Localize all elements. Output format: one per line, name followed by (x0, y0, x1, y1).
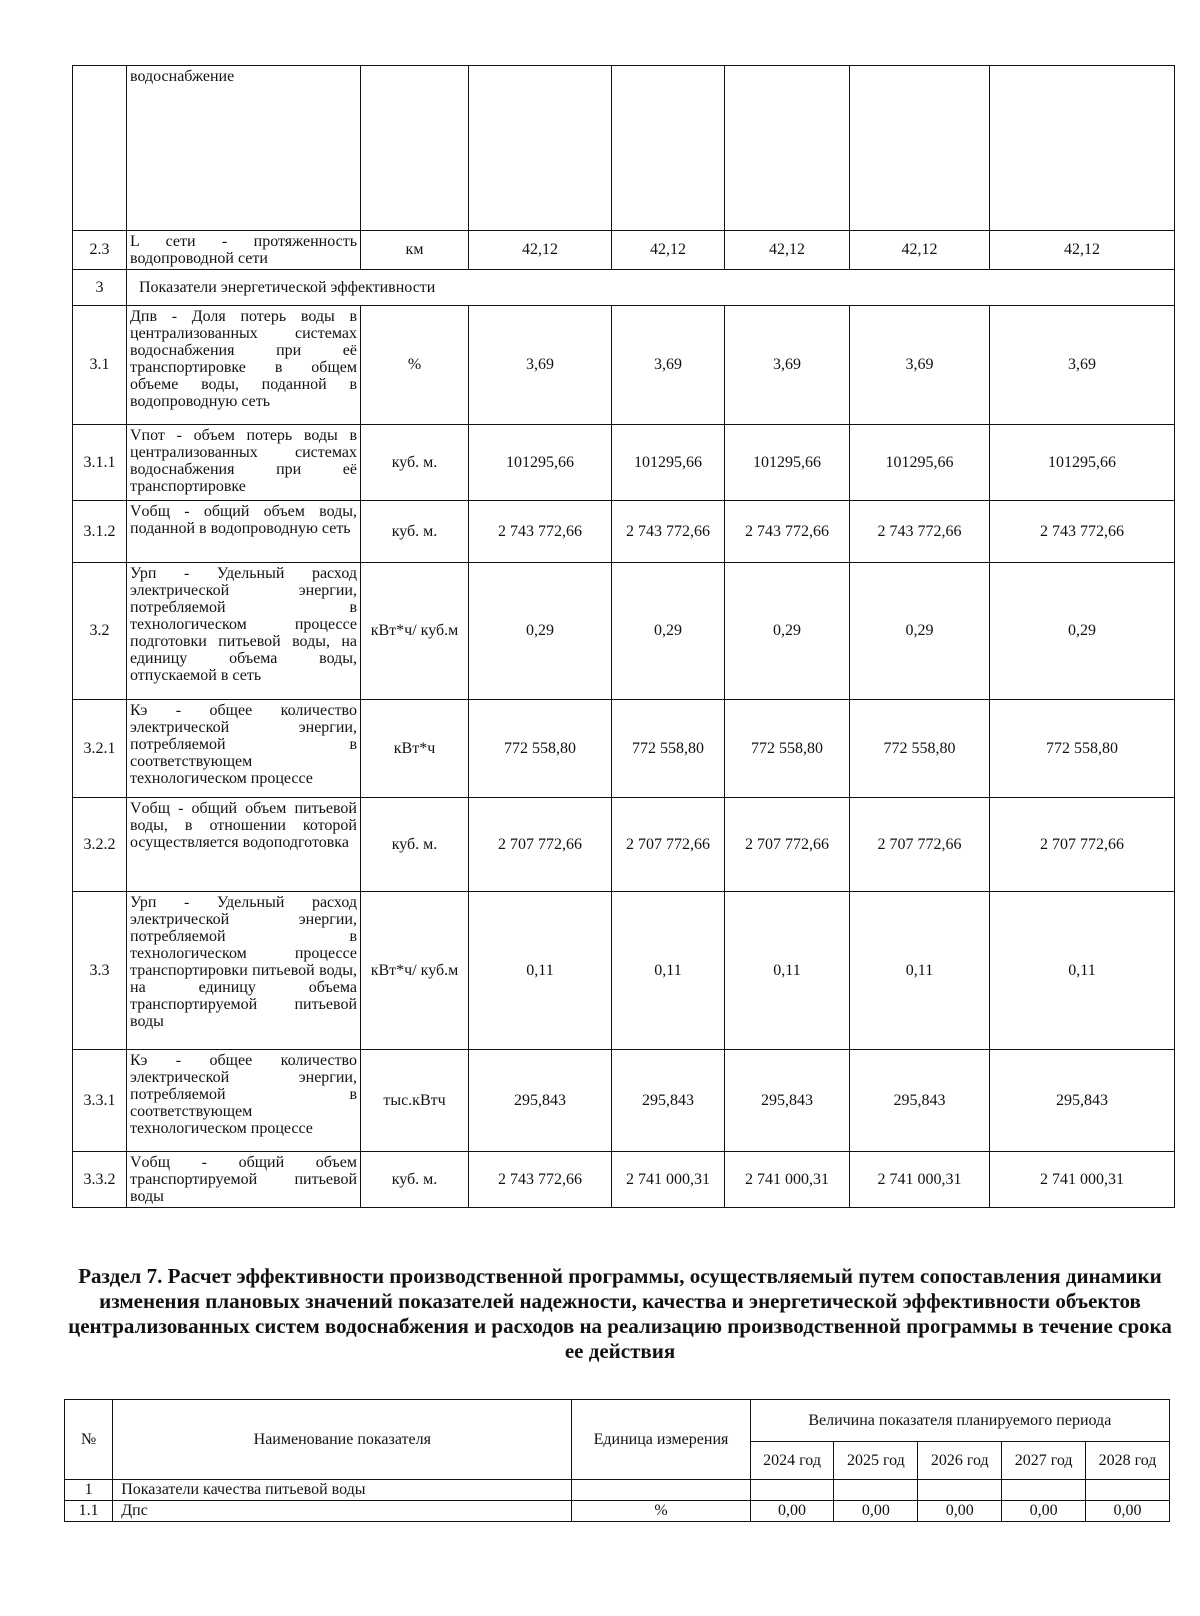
table-row (65, 1501, 1170, 1522)
indicator-name: Дпв - Доля потерь воды в централизованных системах водоснабжения при её транспортировке в общем объеме воды, поданной в водопроводную сеть (127, 306, 361, 425)
table-row (73, 563, 1175, 700)
value-cell: 295,843 (850, 1050, 990, 1152)
value-cell: 0,00 (918, 1501, 1002, 1522)
header-year: 2028 год (1086, 1442, 1170, 1480)
indicator-name: L сети - протяженность водопроводной сети (127, 231, 361, 270)
row-number: 2.3 (73, 231, 127, 270)
value-cell: 3,69 (469, 306, 612, 425)
value-cell: 0,00 (750, 1501, 834, 1522)
value-cell (1086, 1480, 1170, 1501)
indicator-name: водоснабжение (127, 66, 361, 231)
row-number: 3.2.1 (73, 700, 127, 798)
value-cell: 0,11 (469, 892, 612, 1050)
value-cell: 42,12 (850, 231, 990, 270)
value-cell: 101295,66 (469, 425, 612, 501)
header-year: 2025 год (834, 1442, 918, 1480)
indicator-name: Vпот - объем потерь воды в централизованных системах водоснабжения при её транспортировке (127, 425, 361, 501)
value-cell: 42,12 (469, 231, 612, 270)
table-row (73, 306, 1175, 425)
indicator-name: Vобщ - общий объем питьевой воды, в отношении которой осуществляется водоподготовка (127, 798, 361, 892)
table-row (73, 1152, 1175, 1208)
table-row (73, 270, 1175, 306)
table-row (73, 66, 1175, 231)
value-cell: 295,843 (990, 1050, 1175, 1152)
indicator-name: Кэ - общее количество электрической энергии, потребляемой в соответствующем технологическом процессе (127, 1050, 361, 1152)
unit-cell: кВт*ч/ куб.м (361, 563, 469, 700)
value-cell: 2 743 772,66 (612, 501, 725, 563)
indicator-name: Vобщ - общий объем воды, поданной в водопроводную сеть (127, 501, 361, 563)
empty-cell (850, 66, 990, 231)
unit-cell: тыс.кВтч (361, 1050, 469, 1152)
value-cell: 772 558,80 (990, 700, 1175, 798)
value-cell: 0,29 (990, 563, 1175, 700)
value-cell: 3,69 (990, 306, 1175, 425)
row-number: 3.2 (73, 563, 127, 700)
value-cell: 101295,66 (725, 425, 850, 501)
indicator-name: Показатели качества питьевой воды (113, 1480, 572, 1501)
row-number: 3.3 (73, 892, 127, 1050)
section-heading: Показатели энергетической эффективности (127, 270, 1175, 306)
value-cell: 772 558,80 (469, 700, 612, 798)
unit-cell: км (361, 231, 469, 270)
value-cell: 2 707 772,66 (612, 798, 725, 892)
value-cell: 2 707 772,66 (990, 798, 1175, 892)
indicator-name: Vобщ - общий объем транспортируемой питьевой воды (127, 1152, 361, 1208)
unit-cell (572, 1480, 750, 1501)
row-number: 3.3.1 (73, 1050, 127, 1152)
value-cell: 2 707 772,66 (850, 798, 990, 892)
empty-cell (361, 66, 469, 231)
value-cell: 0,11 (990, 892, 1175, 1050)
table-row (73, 501, 1175, 563)
header-unit: Единица измерения (572, 1400, 750, 1480)
empty-cell (990, 66, 1175, 231)
value-cell: 42,12 (725, 231, 850, 270)
value-cell: 2 741 000,31 (850, 1152, 990, 1208)
empty-cell (612, 66, 725, 231)
indicators-table (72, 65, 1175, 1208)
table-row (65, 1480, 1170, 1501)
section-7-title: Раздел 7. Расчет эффективности производственной программы, осуществляемый путем сопоставления динамики изменения плановых значений показателей надежности, качества и энергетической эффективности объектов централизованных систем водоснабжения и расходов на реализацию производственной программы в течение срока ее действия (68, 1264, 1172, 1363)
row-number: 3.3.2 (73, 1152, 127, 1208)
value-cell: 101295,66 (612, 425, 725, 501)
value-cell (750, 1480, 834, 1501)
value-cell: 0,11 (850, 892, 990, 1050)
header-name: Наименование показателя (113, 1400, 572, 1480)
value-cell: 295,843 (469, 1050, 612, 1152)
value-cell: 42,12 (990, 231, 1175, 270)
value-cell: 0,29 (850, 563, 990, 700)
indicator-name: Кэ - общее количество электрической энергии, потребляемой в соответствующем технологическом процессе (127, 700, 361, 798)
unit-cell: % (572, 1501, 750, 1522)
value-cell (918, 1480, 1002, 1501)
value-cell: 772 558,80 (725, 700, 850, 798)
header-period: Величина показателя планируемого периода (750, 1400, 1169, 1442)
empty-cell (725, 66, 850, 231)
table-row (73, 425, 1175, 501)
value-cell: 2 743 772,66 (725, 501, 850, 563)
header-num: № (65, 1400, 113, 1480)
row-number: 3 (73, 270, 127, 306)
value-cell: 2 707 772,66 (725, 798, 850, 892)
indicator-name: Дпс (113, 1501, 572, 1522)
row-number: 1.1 (65, 1501, 113, 1522)
value-cell: 101295,66 (990, 425, 1175, 501)
value-cell: 295,843 (725, 1050, 850, 1152)
header-year: 2026 год (918, 1442, 1002, 1480)
value-cell: 2 741 000,31 (990, 1152, 1175, 1208)
efficiency-table (64, 1399, 1170, 1522)
value-cell: 772 558,80 (850, 700, 990, 798)
value-cell: 2 743 772,66 (469, 1152, 612, 1208)
value-cell: 3,69 (612, 306, 725, 425)
value-cell: 2 741 000,31 (612, 1152, 725, 1208)
unit-cell: кВт*ч/ куб.м (361, 892, 469, 1050)
row-number: 1 (65, 1480, 113, 1501)
value-cell: 0,00 (834, 1501, 918, 1522)
header-year: 2027 год (1002, 1442, 1086, 1480)
value-cell: 0,00 (1086, 1501, 1170, 1522)
unit-cell: кВт*ч (361, 700, 469, 798)
empty-cell (469, 66, 612, 231)
unit-cell: куб. м. (361, 798, 469, 892)
table-row (73, 798, 1175, 892)
value-cell: 2 707 772,66 (469, 798, 612, 892)
value-cell: 3,69 (725, 306, 850, 425)
unit-cell: куб. м. (361, 501, 469, 563)
value-cell: 0,00 (1002, 1501, 1086, 1522)
value-cell: 101295,66 (850, 425, 990, 501)
value-cell: 0,11 (725, 892, 850, 1050)
value-cell: 2 743 772,66 (850, 501, 990, 563)
indicator-name: Урп - Удельный расход электрической энергии, потребляемой в технологическом процессе подготовки питьевой воды, на единицу объема воды, отпускаемой в сеть (127, 563, 361, 700)
value-cell: 0,29 (725, 563, 850, 700)
row-number: 3.1 (73, 306, 127, 425)
value-cell (834, 1480, 918, 1501)
value-cell: 2 743 772,66 (469, 501, 612, 563)
table-row (73, 700, 1175, 798)
unit-cell: % (361, 306, 469, 425)
header-year: 2024 год (750, 1442, 834, 1480)
value-cell: 2 743 772,66 (990, 501, 1175, 563)
row-number: 3.1.1 (73, 425, 127, 501)
indicator-name: Урп - Удельный расход электрической энергии, потребляемой в технологическом процессе транспортировки питьевой воды, на единицу объема транспортируемой питьевой воды (127, 892, 361, 1050)
value-cell: 3,69 (850, 306, 990, 425)
header-row (65, 1400, 1170, 1442)
value-cell: 772 558,80 (612, 700, 725, 798)
unit-cell: куб. м. (361, 1152, 469, 1208)
value-cell: 2 741 000,31 (725, 1152, 850, 1208)
row-number (73, 66, 127, 231)
value-cell: 295,843 (612, 1050, 725, 1152)
row-number: 3.1.2 (73, 501, 127, 563)
value-cell: 42,12 (612, 231, 725, 270)
value-cell: 0,29 (612, 563, 725, 700)
table-row (73, 231, 1175, 270)
table-row (73, 1050, 1175, 1152)
row-number: 3.2.2 (73, 798, 127, 892)
value-cell: 0,11 (612, 892, 725, 1050)
unit-cell: куб. м. (361, 425, 469, 501)
table-row (73, 892, 1175, 1050)
value-cell (1002, 1480, 1086, 1501)
value-cell: 0,29 (469, 563, 612, 700)
